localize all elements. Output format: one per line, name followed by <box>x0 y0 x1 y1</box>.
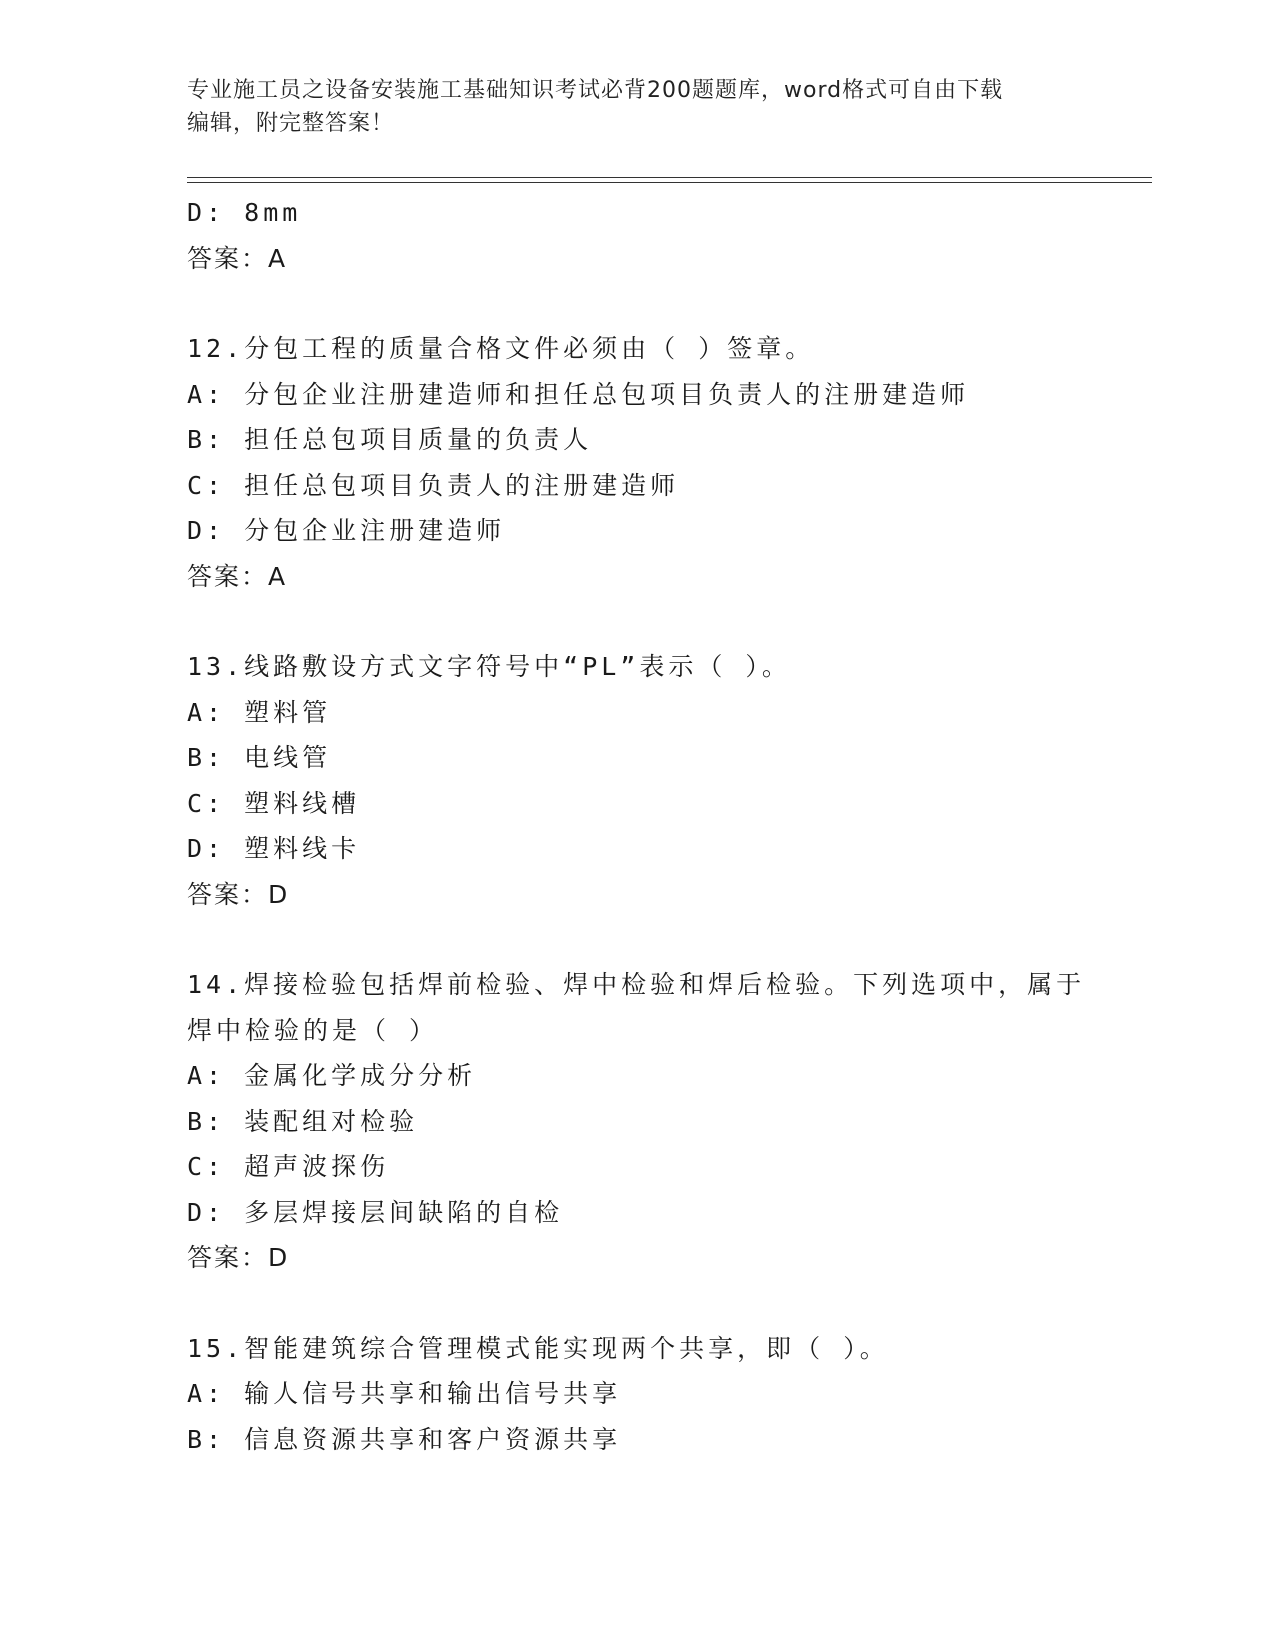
q13-stem: 13.线路敷设方式文字符号中“PL”表示（ ）。 <box>187 652 791 681</box>
prev-option-d: D: 8mm <box>187 198 302 227</box>
q12-answer: 答案：A <box>187 561 288 591</box>
q15-stem: 15.智能建筑综合管理模式能实现两个共享，即（ ）。 <box>187 1333 889 1363</box>
q15-option-b: B: 信息资源共享和客户资源共享 <box>187 1424 622 1454</box>
q14-stem-line-2: 焊中检验的是（ ） <box>187 1015 439 1045</box>
prev-answer: 答案：A <box>187 243 288 273</box>
question-content <box>187 190 1087 1462</box>
q12-option-a: A: 分包企业注册建造师和担任总包项目负责人的注册建造师 <box>187 379 970 409</box>
header-divider-bottom <box>187 182 1152 183</box>
header-line-1: 专业施工员之设备安装施工基础知识考试必背200题题库，word格式可自由下载 <box>187 78 1004 103</box>
q14-answer: 答案：D <box>187 1243 290 1272</box>
q12-stem: 12.分包工程的质量合格文件必须由（ ）签章。 <box>187 334 815 363</box>
q13-option-c: C: 塑料线槽 <box>187 788 361 818</box>
spacer <box>187 1281 1087 1326</box>
q14-option-a: A: 金属化学成分分析 <box>187 1061 477 1090</box>
document-header <box>187 74 1087 140</box>
spacer <box>187 281 1087 326</box>
spacer <box>187 917 1087 962</box>
q14-option-b: B: 装配组对检验 <box>187 1106 419 1136</box>
q13-answer: 答案：D <box>187 879 290 909</box>
q13-option-b: B: 电线管 <box>187 743 332 772</box>
q12-option-b: B: 担任总包项目质量的负责人 <box>187 425 593 454</box>
q12-option-d: D: 分包企业注册建造师 <box>187 516 506 545</box>
q13-option-a: A: 塑料管 <box>187 697 332 727</box>
q14-option-c: C: 超声波探伤 <box>187 1152 390 1181</box>
q12-option-c: C: 担任总包项目负责人的注册建造师 <box>187 470 680 500</box>
q15-option-a: A: 输人信号共享和输出信号共享 <box>187 1379 622 1408</box>
q14-stem-line-1: 14.焊接检验包括焊前检验、焊中检验和焊后检验。下列选项中，属于 <box>187 970 1086 999</box>
header-line-2: 编辑，附完整答案！ <box>187 111 395 136</box>
q14-option-d: D: 多层焊接层间缺陷的自检 <box>187 1197 564 1227</box>
header-divider-top <box>187 177 1152 178</box>
spacer <box>187 599 1087 644</box>
q13-option-d: D: 塑料线卡 <box>187 834 361 863</box>
